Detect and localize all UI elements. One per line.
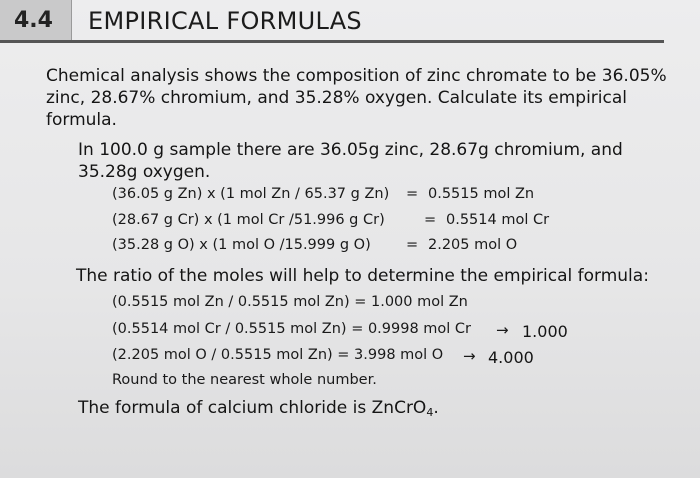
- ratio-rounded: 4.000: [488, 348, 534, 367]
- sample-line-1: In 100.0 g sample there are 36.05g zinc, 28.67g chromium, and: [78, 140, 623, 160]
- formula-subscript: 4: [426, 406, 434, 419]
- calc-expression: (28.67 g Cr) x (1 mol Cr /51.996 g Cr): [112, 212, 385, 228]
- calc-equals: =: [424, 212, 437, 228]
- problem-line-1: Chemical analysis shows the composition of zinc chromate to be 36.05%: [46, 66, 667, 86]
- calc-expression: (35.28 g O) x (1 mol O /15.999 g O): [112, 237, 371, 253]
- ratio-o: (2.205 mol O / 0.5515 mol Zn) = 3.998 mol O: [112, 347, 444, 363]
- mole-calc-o: [112, 237, 371, 253]
- section-header: [0, 0, 700, 44]
- mole-calc-cr: [112, 212, 385, 228]
- conclusion-end: .: [433, 398, 439, 418]
- sample-line-2: 35.28g oxygen.: [78, 162, 211, 182]
- calc-result: 0.5515 mol Zn: [428, 186, 535, 202]
- ratio-cr: (0.5514 mol Cr / 0.5515 mol Zn) = 0.9998 mol Cr: [112, 321, 472, 337]
- calc-equals: =: [406, 237, 419, 253]
- problem-line-2: zinc, 28.67% chromium, and 35.28% oxygen. Calculate its empirical: [46, 88, 627, 108]
- ratio-rounded: 1.000: [522, 322, 568, 341]
- conclusion: [78, 398, 439, 423]
- problem-line-3: formula.: [46, 110, 117, 130]
- ratio-zn: (0.5515 mol Zn / 0.5515 mol Zn) = 1.000 mol Zn: [112, 294, 468, 310]
- calc-equals: =: [406, 186, 419, 202]
- arrow-icon: →: [463, 347, 476, 365]
- calc-result: 0.5514 mol Cr: [446, 212, 550, 228]
- conclusion-text: The formula of calcium chloride is ZnCrO: [78, 398, 427, 418]
- header-rule: [0, 40, 664, 43]
- round-note: Round to the nearest whole number.: [112, 372, 377, 388]
- calc-expression: (36.05 g Zn) x (1 mol Zn / 65.37 g Zn): [112, 186, 390, 202]
- ratio-intro: The ratio of the moles will help to determine the empirical formula:: [76, 266, 649, 286]
- section-number: 4.4: [0, 0, 72, 40]
- section-title: EMPIRICAL FORMULAS: [88, 7, 362, 35]
- mole-calc-zn: [112, 186, 389, 202]
- arrow-icon: →: [496, 321, 509, 339]
- calc-result: 2.205 mol O: [428, 237, 518, 253]
